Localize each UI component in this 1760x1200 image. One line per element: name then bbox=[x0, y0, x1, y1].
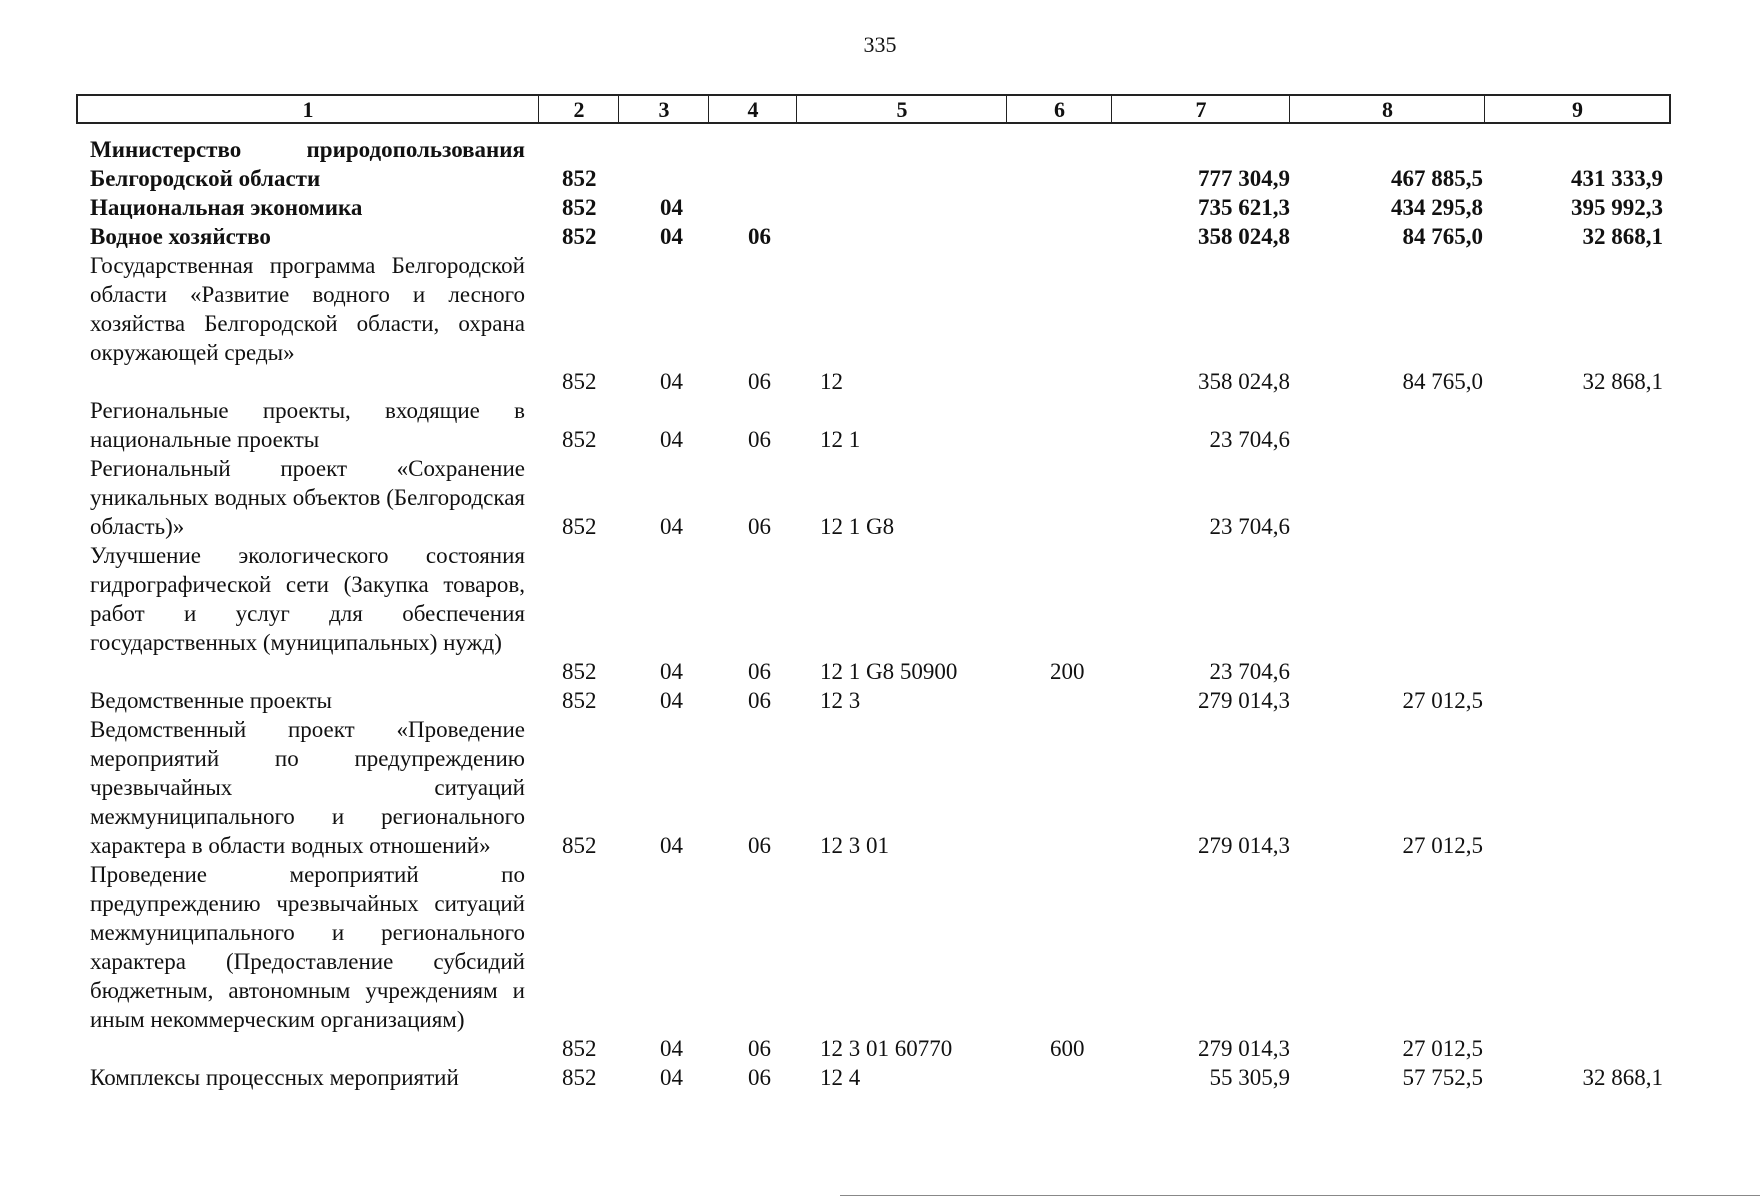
cell-c8: 57 752,5 bbox=[1402, 1065, 1483, 1090]
row-description: Региональный проект «Сохранение уникальных водных объектов (Белгородская область)» bbox=[90, 456, 525, 539]
header-col-6: 6 bbox=[1006, 96, 1112, 122]
cell-c3: 04 bbox=[660, 1065, 683, 1090]
cell-c4: 06 bbox=[748, 688, 771, 713]
row-description: Ведомственные проекты bbox=[90, 688, 332, 713]
header-col-9: 9 bbox=[1484, 96, 1670, 122]
cell-c7: 358 024,8 bbox=[1198, 224, 1290, 249]
cell-c8: 84 765,0 bbox=[1402, 369, 1483, 394]
row-description: Ведомственный проект «Проведение мероприятий по предупреждению чрезвычайных ситуаций межмуниципального и регионального характера в области водных отношений» bbox=[90, 717, 525, 858]
header-col-2: 2 bbox=[538, 96, 619, 122]
row-description: Комплексы процессных мероприятий bbox=[90, 1065, 459, 1090]
cell-c2: 852 bbox=[562, 195, 597, 220]
cell-c3: 04 bbox=[660, 514, 683, 539]
cell-c3: 04 bbox=[660, 833, 683, 858]
bottom-divider bbox=[840, 1195, 1760, 1196]
cell-c8: 434 295,8 bbox=[1391, 195, 1483, 220]
row-description: Водное хозяйство bbox=[90, 224, 271, 249]
cell-c6: 200 bbox=[1050, 659, 1085, 684]
table-row bbox=[0, 686, 1760, 715]
cell-c3: 04 bbox=[660, 427, 683, 452]
cell-c7: 279 014,3 bbox=[1198, 1036, 1290, 1061]
cell-c2: 852 bbox=[562, 427, 597, 452]
table-row bbox=[0, 541, 1760, 686]
cell-c3: 04 bbox=[660, 195, 683, 220]
cell-c4: 06 bbox=[748, 369, 771, 394]
cell-c3: 04 bbox=[660, 1036, 683, 1061]
cell-c5: 12 1 G8 bbox=[820, 514, 895, 539]
cell-c7: 55 305,9 bbox=[1209, 1065, 1290, 1090]
cell-c2: 852 bbox=[562, 1065, 597, 1090]
cell-c7: 777 304,9 bbox=[1198, 166, 1290, 191]
table-row bbox=[0, 135, 1760, 193]
cell-c5: 12 1 bbox=[820, 427, 861, 452]
cell-c9: 32 868,1 bbox=[1582, 369, 1663, 394]
header-col-1: 1 bbox=[302, 97, 314, 122]
table-row bbox=[0, 193, 1760, 222]
cell-c5: 12 3 01 60770 bbox=[820, 1036, 953, 1061]
cell-c3: 04 bbox=[660, 659, 683, 684]
cell-c4: 06 bbox=[748, 833, 771, 858]
cell-c3: 04 bbox=[660, 224, 683, 249]
cell-c4: 06 bbox=[748, 659, 771, 684]
table-row bbox=[0, 396, 1760, 454]
cell-c9: 395 992,3 bbox=[1571, 195, 1663, 220]
cell-c5: 12 3 bbox=[820, 688, 861, 713]
cell-c7: 23 704,6 bbox=[1209, 427, 1290, 452]
cell-c4: 06 bbox=[748, 224, 771, 249]
cell-c4: 06 bbox=[748, 1036, 771, 1061]
cell-c8: 467 885,5 bbox=[1391, 166, 1483, 191]
row-description: Проведение мероприятий по предупреждению чрезвычайных ситуаций межмуниципального и регионального характера (Предоставление субсидий бюджетным, автономным учреждениям и иным некоммерческим организациям) bbox=[90, 862, 525, 1032]
cell-c2: 852 bbox=[562, 688, 597, 713]
cell-c7: 23 704,6 bbox=[1209, 514, 1290, 539]
cell-c6: 600 bbox=[1050, 1036, 1085, 1061]
cell-c5: 12 3 01 bbox=[820, 833, 889, 858]
table-row bbox=[0, 715, 1760, 860]
row-description: Государственная программа Белгородской области «Развитие водного и лесного хозяйства Белгородской области, охрана окружающей среды» bbox=[90, 253, 525, 365]
cell-c5: 12 4 bbox=[820, 1065, 861, 1090]
cell-c4: 06 bbox=[748, 514, 771, 539]
cell-c8: 84 765,0 bbox=[1402, 224, 1483, 249]
header-col-3: 3 bbox=[618, 96, 709, 122]
cell-c4: 06 bbox=[748, 1065, 771, 1090]
cell-c9: 431 333,9 bbox=[1571, 166, 1663, 191]
row-description: Улучшение экологического состояния гидрографической сети (Закупка товаров, работ и услуг для обеспечения государственных (муниципальных) нужд) bbox=[90, 543, 525, 655]
page-number: 335 bbox=[863, 32, 897, 57]
cell-c4: 06 bbox=[748, 427, 771, 452]
cell-c2: 852 bbox=[562, 369, 597, 394]
table-row bbox=[0, 454, 1760, 541]
header-col-7: 7 bbox=[1111, 96, 1290, 122]
cell-c7: 23 704,6 bbox=[1209, 659, 1290, 684]
table-row bbox=[0, 860, 1760, 1063]
cell-c8: 27 012,5 bbox=[1402, 833, 1483, 858]
cell-c7: 279 014,3 bbox=[1198, 833, 1290, 858]
header-col-5: 5 bbox=[796, 96, 1007, 122]
row-description: Региональные проекты, входящие в национальные проекты bbox=[90, 398, 525, 452]
cell-c2: 852 bbox=[562, 1036, 597, 1061]
cell-c5: 12 bbox=[820, 369, 843, 394]
cell-c3: 04 bbox=[660, 369, 683, 394]
row-description: Национальная экономика bbox=[90, 195, 363, 220]
table-row bbox=[0, 1063, 1760, 1092]
cell-c8: 27 012,5 bbox=[1402, 1036, 1483, 1061]
header-col-4: 4 bbox=[708, 96, 797, 122]
cell-c5: 12 1 G8 50900 bbox=[820, 659, 958, 684]
table-header bbox=[76, 94, 1671, 124]
cell-c2: 852 bbox=[562, 659, 597, 684]
cell-c2: 852 bbox=[562, 224, 597, 249]
cell-c7: 735 621,3 bbox=[1198, 195, 1290, 220]
table-row bbox=[0, 251, 1760, 396]
cell-c2: 852 bbox=[562, 833, 597, 858]
cell-c9: 32 868,1 bbox=[1582, 224, 1663, 249]
cell-c9: 32 868,1 bbox=[1582, 1065, 1663, 1090]
table-row bbox=[0, 222, 1760, 251]
cell-c2: 852 bbox=[562, 514, 597, 539]
cell-c2: 852 bbox=[562, 166, 597, 191]
row-description: Министерство природопользования Белгородской области bbox=[90, 137, 525, 191]
header-col-8: 8 bbox=[1289, 96, 1485, 122]
cell-c7: 358 024,8 bbox=[1198, 369, 1290, 394]
cell-c3: 04 bbox=[660, 688, 683, 713]
cell-c7: 279 014,3 bbox=[1198, 688, 1290, 713]
cell-c8: 27 012,5 bbox=[1402, 688, 1483, 713]
